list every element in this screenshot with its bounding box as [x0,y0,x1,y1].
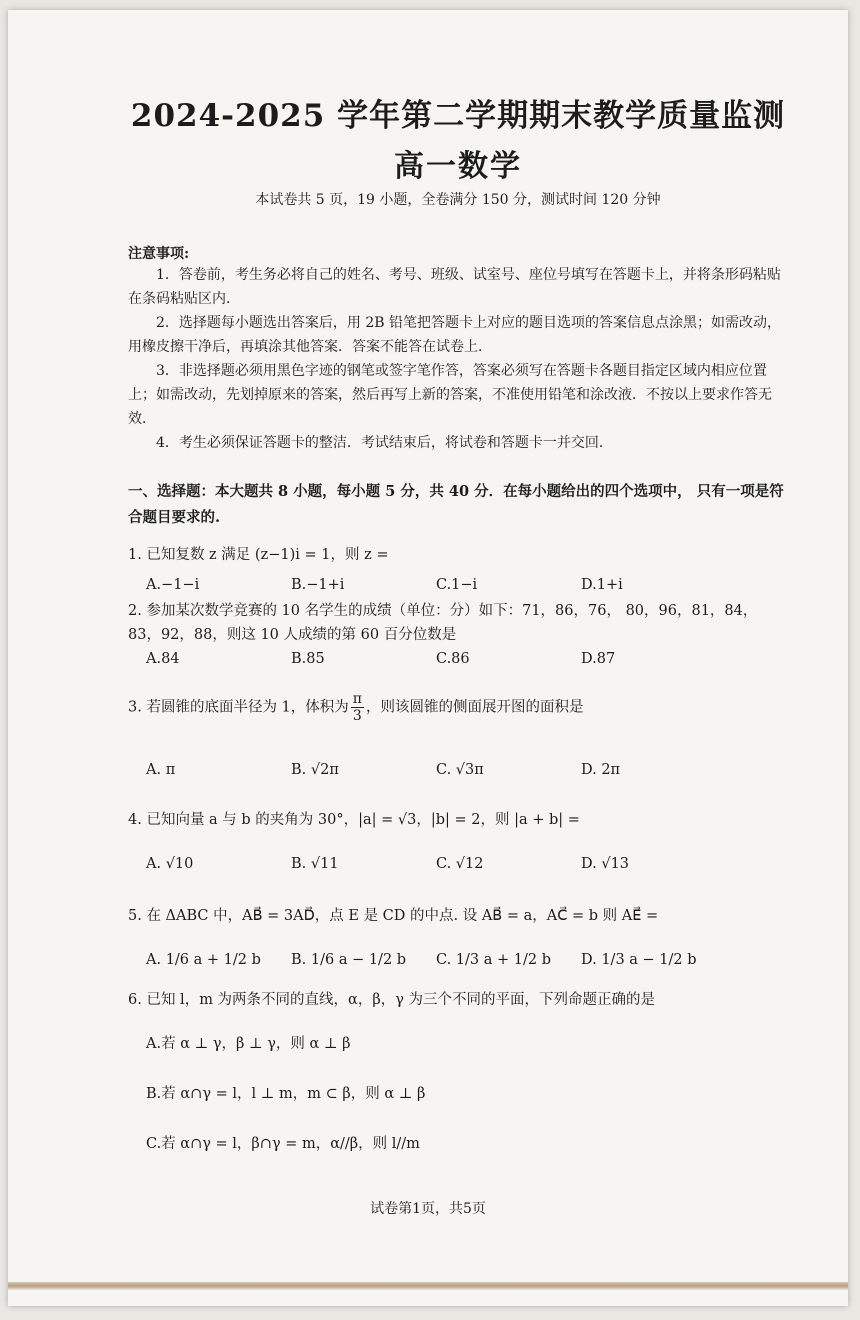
exam-sheet [8,10,848,1306]
exam-subtitle: 高一数学 [394,149,522,184]
paper-edge [8,1282,848,1290]
option-d: D.1+i [581,577,623,593]
question-3-stem [128,691,788,724]
note-item: 1．答卷前，考生务必将自己的姓名、考号、班级、试室号、座位号填写在答题卡上，并将条形码粘贴在条码粘贴区内． [128,267,781,307]
option-b: B. √11 [291,856,339,872]
option-c: C.若 α∩γ = l，β∩γ = m，α//β，则 l//m [146,1136,420,1152]
option-b: B.若 α∩γ = l，l ⊥ m，m ⊂ β，则 α ⊥ β [146,1086,426,1102]
option-c: C. √12 [436,856,484,872]
note-item: 3．非选择题必须用黑色字迹的钢笔或签字笔作答，答案必须写在答题卡各题目指定区域内相应位置上；如需改动，先划掉原来的答案，然后再写上新的答案，不准使用铅笔和涂改液．不按以上要求作答无效． [128,363,772,427]
question-2-options [146,647,788,671]
option-c: C.86 [436,651,470,667]
exam-title: 2024-2025 学年第二学期期末教学质量监测 [130,98,786,134]
option-d: D. √13 [581,856,630,872]
note-item: 2．选择题每小题选出答案后，用 2B 铅笔把答题卡上对应的题目选项的答案信息点涂黑；如需改动，用橡皮擦干净后，再填涂其他答案．答案不能答在试卷上． [128,315,782,355]
option-b: B.−1+i [291,577,345,593]
question-4-stem: 4. 已知向量 a 与 b 的夹角为 30°，|a| = √3，|b| = 2，则 |a + b| = [128,812,580,828]
notes-title: 注意事项: [128,246,190,262]
option-a: A. π [146,762,176,778]
numerator: π [352,691,362,707]
fraction [351,691,364,724]
question-2-stem: 2. 参加某次数学竞赛的 10 名学生的成绩（单位：分）如下：71，86，76， 80，96，81，84，83，92，88，则这 10 人成绩的第 60 百分位数是 [128,603,758,643]
question-4-options [146,852,788,876]
option-a: A. 1/6 a + 1/2 b [146,952,261,968]
exam-info: 本试卷共 5 页，19 小题，全卷满分 150 分，测试时间 120 分钟 [255,192,661,208]
question-1-options [146,573,788,597]
question-6-stem: 6. 已知 l，m 为两条不同的直线，α，β，γ 为三个不同的平面，下列命题正确的是 [128,992,655,1008]
option-d: D. 2π [581,762,621,778]
q3-stem-b: ，则该圆锥的侧面展开图的面积是 [365,699,584,716]
section-heading: 一、选择题：本大题共 8 小题，每小题 5 分，共 40 分．在每小题给出的四个选项中， 只有一项是符合题目要求的. [128,483,784,526]
option-d: D. 1/3 a − 1/2 b [581,952,697,968]
option-b: B. √2π [291,762,339,778]
question-5-stem: 5. 在 ΔABC 中，AB⃗ = 3AD⃗，点 E 是 CD 的中点. 设 AB⃗ = a，AC⃗ = b 则 AE⃗ = [128,908,659,924]
question-5-options [146,948,788,972]
option-a: A.若 α ⊥ γ，β ⊥ γ，则 α ⊥ β [146,1036,351,1052]
option-a: A.84 [146,651,180,667]
option-c: C. √3π [436,762,484,778]
option-c: C. 1/3 a + 1/2 b [436,952,551,968]
note-item: 4．考生必须保证答题卡的整洁．考试结束后，将试卷和答题卡一并交回． [156,435,613,451]
denominator: 3 [352,708,362,724]
option-a: A. √10 [146,856,194,872]
question-3-options [146,758,788,782]
question-1-stem: 1. 已知复数 z 满足 (z−1)i = 1，则 z = [128,547,389,563]
option-d: D.87 [581,651,616,667]
option-a: A.−1−i [146,577,200,593]
page-footer: 试卷第1页，共5页 [370,1201,486,1217]
option-c: C.1−i [436,577,478,593]
option-b: B. 1/6 a − 1/2 b [291,952,407,968]
q3-stem-a: 3. 若圆锥的底面半径为 1，体积为 [128,699,349,716]
page-content [128,90,788,1156]
option-b: B.85 [291,651,325,667]
